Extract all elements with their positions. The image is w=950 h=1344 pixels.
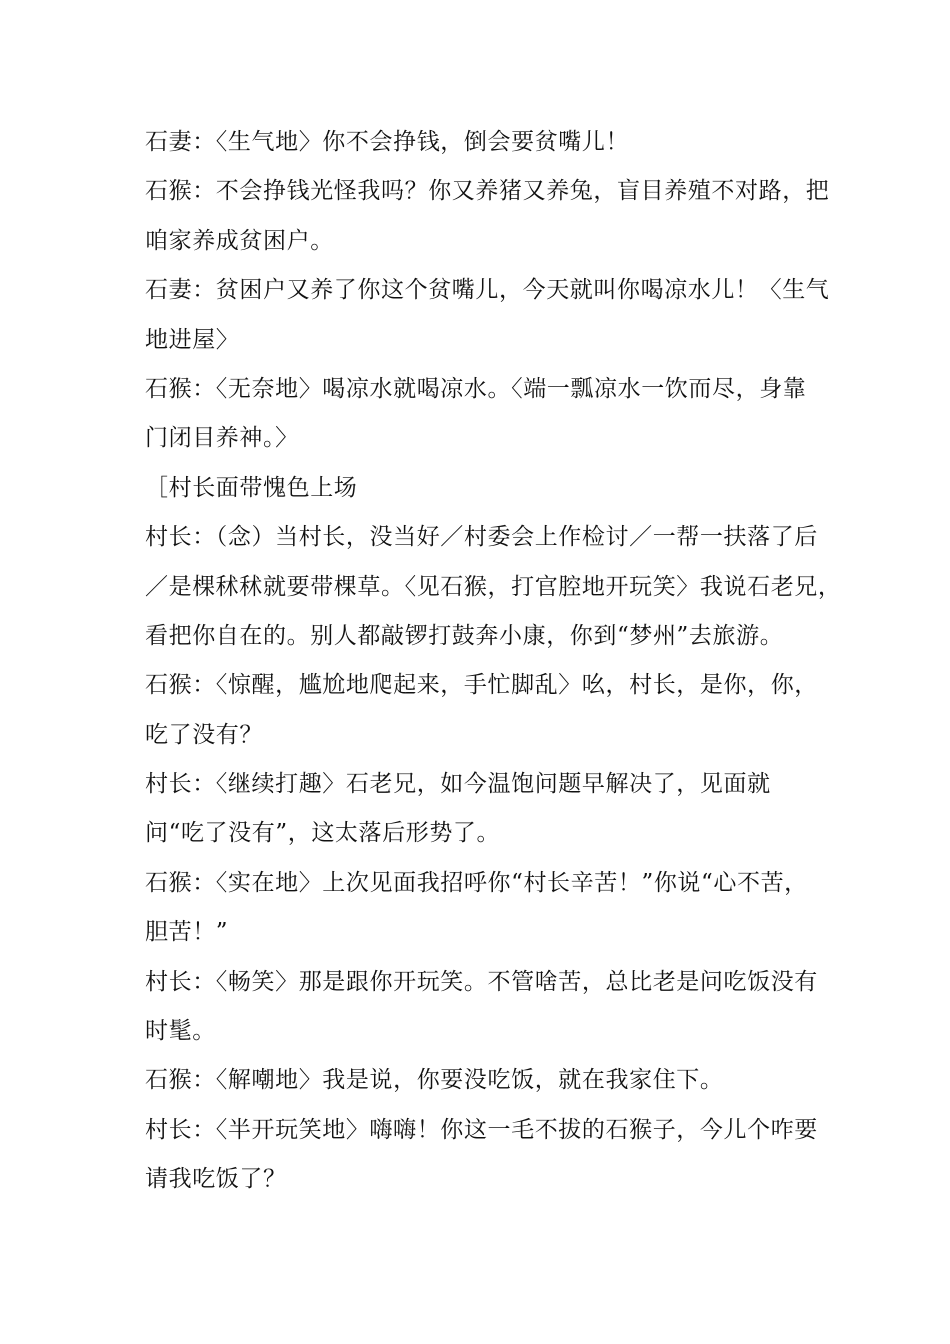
text-line: 石妻：贫困户又养了你这个贫嘴儿，今天就叫你喝凉水儿！〈生气 bbox=[145, 277, 830, 304]
text-line: 村长：〈半开玩笑地〉嗨嗨！你这一毛不拔的石猴子，今儿个咋要 bbox=[145, 1116, 818, 1143]
text-line: 石猴：〈无奈地〉喝凉水就喝凉水。〈端一瓢凉水一饮而尽，身靠 bbox=[145, 375, 807, 402]
text-line: 石妻：〈生气地〉你不会挣钱，倒会要贫嘴儿！ bbox=[145, 129, 630, 155]
text-line: 时髦。 bbox=[145, 1018, 216, 1045]
text-line: 村长：〈继续打趣〉石老兄，如今温饱问题早解决了，见面就 bbox=[145, 771, 771, 798]
text-line: ／是棵秫秫就要带棵草。〈见石猴，打官腔地开玩笑〉我说石老兄， bbox=[145, 573, 842, 600]
text-line: 胆苦！” bbox=[145, 919, 229, 946]
text-line: 石猴：不会挣钱光怪我吗？你又养猪又养兔，盲目养殖不对路，把 bbox=[145, 178, 830, 205]
text-line: 请我吃饭了？ bbox=[145, 1166, 287, 1193]
text-line: 门闭目养神。〉 bbox=[145, 425, 299, 452]
text-line: 石猴：〈惊醒，尴尬地爬起来，手忙脚乱〉吆，村长，是你，你， bbox=[145, 672, 818, 699]
text-line: 石猴：〈实在地〉上次见面我招呼你“村长辛苦！”你说“心不苦， bbox=[145, 869, 808, 896]
text-line: 石猴：〈解嘲地〉我是说，你要没吃饭，就在我家住下。 bbox=[145, 1067, 724, 1094]
text-line: 吃了没有？ bbox=[145, 721, 263, 748]
text-line: 地进屋〉 bbox=[145, 326, 240, 353]
text-line: 看把你自在的。别人都敲锣打鼓奔小康，你到“梦州”去旅游。 bbox=[145, 622, 784, 649]
text-line: 村长：（念）当村长，没当好／村委会上作检讨／一帮一扶落了后 bbox=[145, 524, 818, 551]
text-line: 咱家养成贫困户。 bbox=[145, 227, 334, 254]
stage-direction-line: ［村长面带愧色上场 bbox=[145, 474, 358, 501]
text-line: 问“吃了没有”，这太落后形势了。 bbox=[145, 820, 501, 847]
text-line: 村长：〈畅笑〉那是跟你开玩笑。不管啥苦，总比老是问吃饭没有 bbox=[145, 968, 818, 995]
script-text bbox=[145, 118, 842, 1205]
